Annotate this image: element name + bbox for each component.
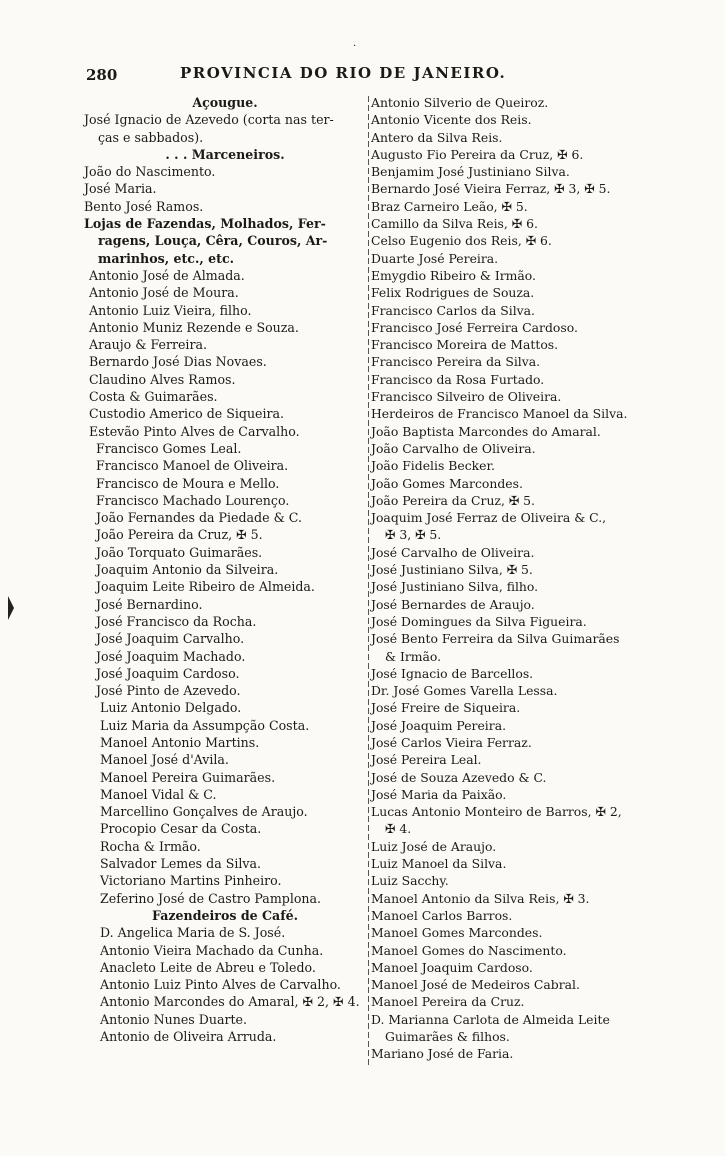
directory-entry: Antonio Vicente dos Reis. — [371, 112, 532, 128]
directory-entry: João Fidelis Becker. — [371, 458, 495, 474]
directory-entry: Salvador Lemes da Silva. — [100, 856, 262, 872]
directory-entry: Joaquim Leite Ribeiro de Almeida. — [96, 579, 315, 595]
directory-entry: ✠ 3, ✠ 5. — [385, 527, 442, 543]
directory-entry: Rocha & Irmão. — [100, 838, 201, 854]
directory-entry: João Fernandes da Piedade & C. — [96, 510, 302, 526]
directory-entry: Luiz Maria da Assumpção Costa. — [100, 717, 310, 733]
printer-dot: · — [353, 41, 357, 52]
directory-entry: José Bernardes de Araujo. — [371, 596, 535, 612]
directory-entry: José Bento Ferreira da Silva Guimarães — [371, 631, 620, 647]
directory-entry: marinhos, etc., etc. — [98, 250, 235, 266]
directory-entry: Antonio Nunes Duarte. — [100, 1011, 247, 1027]
directory-entry: João Pereira da Cruz, ✠ 5. — [371, 492, 535, 508]
directory-entry: Manoel Gomes do Nascimento. — [371, 942, 567, 958]
column-divider — [368, 96, 369, 1068]
directory-entry: Antonio José de Almada. — [89, 267, 245, 283]
directory-entry: Lojas de Fazendas, Molhados, Fer- — [84, 216, 326, 232]
directory-entry: Joaquim Antonio da Silveira. — [96, 562, 279, 578]
directory-entry: Joaquim José Ferraz de Oliveira & C., — [371, 510, 607, 526]
directory-entry: Anacleto Leite de Abreu e Toledo. — [100, 959, 316, 975]
section-heading: Fazendeiros de Café. — [151, 907, 299, 923]
directory-entry: Duarte José Pereira. — [371, 250, 499, 266]
directory-entry: José Justiniano Silva, ✠ 5. — [371, 562, 533, 578]
directory-entry: ✠ 4. — [385, 821, 412, 837]
directory-entry: Manoel Gomes Marcondes. — [371, 925, 543, 941]
directory-entry: Francisco Pereira da Silva. — [371, 354, 541, 370]
directory-entry: José Joaquim Carvalho. — [96, 631, 245, 647]
directory-entry: Dr. José Gomes Varella Lessa. — [371, 683, 558, 699]
directory-entry: José Joaquim Pereira. — [371, 717, 507, 733]
directory-entry: ças e sabbados). — [98, 129, 204, 145]
margin-marker-icon — [8, 596, 14, 620]
directory-entry: João Torquato Guimarães. — [96, 544, 263, 560]
directory-entry: José Carlos Vieira Ferraz. — [371, 734, 532, 750]
directory-entry: Antonio Vieira Machado da Cunha. — [100, 942, 324, 958]
directory-entry: Francisco Carlos da Silva. — [371, 302, 535, 318]
directory-entry: Estevão Pinto Alves de Carvalho. — [89, 423, 300, 439]
directory-entry: Procopio Cesar da Costa. — [100, 821, 262, 837]
directory-entry: Francisco Moreira de Mattos. — [371, 337, 559, 353]
right-column — [371, 94, 676, 1063]
directory-entry: Luiz Manoel da Silva. — [371, 856, 507, 872]
directory-entry: Antonio Marcondes do Amaral, ✠ 2, ✠ 4. — [100, 994, 360, 1010]
directory-entry: José de Souza Azevedo & C. — [371, 769, 547, 785]
directory-entry: Araujo & Ferreira. — [89, 337, 207, 353]
directory-entry: Augusto Fio Pereira da Cruz, ✠ 6. — [371, 146, 584, 162]
directory-entry: Antonio Luiz Pinto Alves de Carvalho. — [100, 977, 341, 993]
directory-entry: ragens, Louça, Cêra, Couros, Ar- — [98, 233, 328, 249]
directory-entry: Camillo da Silva Reis, ✠ 6. — [371, 216, 538, 232]
running-head-title: PROVINCIA DO RIO DE JANEIRO. — [180, 64, 507, 82]
directory-entry: Manoel Antonio da Silva Reis, ✠ 3. — [371, 890, 590, 906]
directory-entry: Manoel Joaquim Cardoso. — [371, 959, 533, 975]
directory-entry: Francisco de Moura e Mello. — [96, 475, 280, 491]
directory-entry: Luiz José de Araujo. — [371, 838, 497, 854]
directory-entry: Francisco da Rosa Furtado. — [371, 371, 545, 387]
directory-entry: Custodio Americo de Siqueira. — [89, 406, 285, 422]
directory-entry: Luiz Antonio Delgado. — [100, 700, 242, 716]
directory-entry: Antonio Silverio de Queiroz. — [371, 95, 549, 110]
page-number: 280 — [86, 66, 118, 84]
directory-entry: Francisco Manoel de Oliveira. — [96, 458, 289, 474]
directory-entry: Manoel Vidal & C. — [100, 786, 217, 802]
directory-entry: João Gomes Marcondes. — [371, 475, 523, 491]
directory-entry: Celso Eugenio dos Reis, ✠ 6. — [371, 233, 552, 249]
directory-entry: José Joaquim Cardoso. — [96, 665, 240, 681]
directory-entry: José Maria da Paixão. — [371, 786, 507, 802]
directory-entry: José Ignacio de Barcellos. — [371, 665, 534, 681]
directory-entry: Claudino Alves Ramos. — [89, 371, 236, 387]
directory-entry: Antonio de Oliveira Arruda. — [100, 1029, 277, 1045]
directory-entry: D. Angelica Maria de S. José. — [100, 925, 286, 941]
directory-entry: José Justiniano Silva, filho. — [371, 579, 539, 595]
directory-entry: Francisco José Ferreira Cardoso. — [371, 319, 578, 335]
directory-entry: José Carvalho de Oliveira. — [371, 544, 535, 560]
directory-entry: Guimarães & filhos. — [385, 1029, 510, 1045]
directory-entry: José Bernardino. — [96, 596, 203, 612]
directory-entry: Benjamim José Justiniano Silva. — [371, 164, 570, 180]
directory-entry: Francisco Machado Lourenço. — [96, 492, 290, 508]
directory-entry: Manoel José d'Avila. — [100, 752, 229, 768]
directory-entry: José Joaquim Machado. — [96, 648, 246, 664]
directory-entry: Antero da Silva Reis. — [371, 129, 503, 145]
directory-entry: José Freire de Siqueira. — [371, 700, 521, 716]
directory-entry: D. Marianna Carlota de Almeida Leite — [371, 1011, 610, 1027]
section-heading: . . . Marceneiros. — [165, 146, 285, 162]
directory-entry: José Maria. — [84, 181, 157, 197]
directory-entry: Emygdio Ribeiro & Irmão. — [371, 267, 536, 283]
directory-entry: Manoel Antonio Martins. — [100, 734, 260, 750]
directory-entry: Felix Rodrigues de Souza. — [371, 285, 535, 301]
directory-entry: Lucas Antonio Monteiro de Barros, ✠ 2, — [371, 804, 622, 820]
directory-entry: Antonio Luiz Vieira, filho. — [89, 302, 252, 318]
directory-entry: Marcellino Gonçalves de Araujo. — [100, 804, 308, 820]
directory-entry: João Carvalho de Oliveira. — [371, 440, 536, 456]
directory-entry: Bernardo José Dias Novaes. — [89, 354, 267, 370]
directory-entry: Manoel Pereira da Cruz. — [371, 994, 525, 1010]
directory-entry: José Pinto de Azevedo. — [96, 683, 241, 699]
directory-entry: João Pereira da Cruz, ✠ 5. — [96, 527, 263, 543]
directory-entry: José Domingues da Silva Figueira. — [371, 613, 587, 629]
directory-entry: Mariano José de Faria. — [371, 1046, 514, 1062]
directory-entry: Manoel Pereira Guimarães. — [100, 769, 276, 785]
directory-entry: José Francisco da Rocha. — [96, 613, 257, 629]
directory-entry: Bernardo José Vieira Ferraz, ✠ 3, ✠ 5. — [371, 181, 611, 197]
directory-entry: Manoel Carlos Barros. — [371, 907, 513, 923]
directory-entry: Manoel José de Medeiros Cabral. — [371, 977, 580, 993]
directory-entry: Braz Carneiro Leão, ✠ 5. — [371, 198, 528, 214]
directory-entry: & Irmão. — [385, 648, 442, 664]
directory-entry: Zeferino José de Castro Pamplona. — [100, 890, 322, 906]
directory-entry: Luiz Sacchy. — [371, 873, 449, 889]
directory-entry: Antonio Muniz Rezende e Souza. — [89, 319, 299, 335]
directory-entry: João do Nascimento. — [84, 164, 216, 180]
left-column — [84, 94, 366, 1045]
directory-entry: Victoriano Martins Pinheiro. — [100, 873, 282, 889]
directory-entry: Francisco Silveiro de Oliveira. — [371, 389, 562, 405]
directory-entry: João Baptista Marcondes do Amaral. — [371, 423, 601, 439]
directory-entry: Bento José Ramos. — [84, 198, 204, 214]
section-heading: Açougue. — [192, 95, 258, 110]
directory-entry: Herdeiros de Francisco Manoel da Silva. — [371, 406, 628, 422]
directory-entry: Costa & Guimarães. — [89, 389, 218, 405]
directory-entry: Francisco Gomes Leal. — [96, 440, 242, 456]
directory-entry: José Pereira Leal. — [371, 752, 482, 768]
directory-entry: José Ignacio de Azevedo (corta nas ter- — [84, 112, 334, 128]
directory-entry: Antonio José de Moura. — [89, 285, 239, 301]
